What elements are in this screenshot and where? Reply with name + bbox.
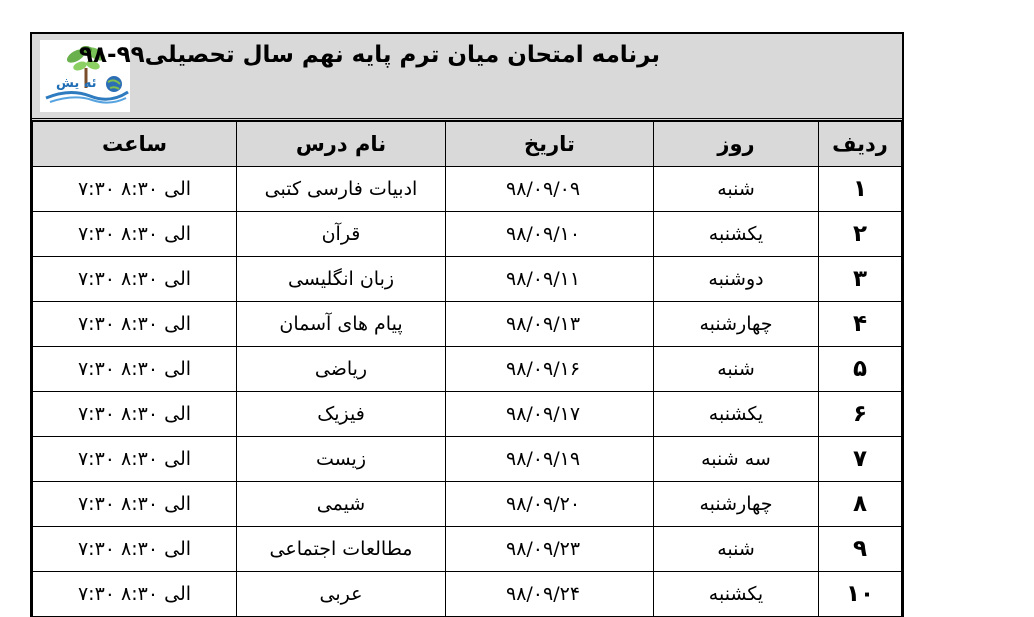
row-time: ۷:۳۰ الی ۸:۳۰ <box>33 437 237 482</box>
row-day: سه شنبه <box>654 437 819 482</box>
row-subject: ریاضی <box>237 347 446 392</box>
row-time: ۷:۳۰ الی ۸:۳۰ <box>33 212 237 257</box>
row-index: ۵ <box>819 347 902 392</box>
row-date: ۹۸/۰۹/۲۰ <box>446 482 654 527</box>
row-subject: قرآن <box>237 212 446 257</box>
row-date: ۹۸/۰۹/۲۳ <box>446 527 654 572</box>
row-subject: عربی <box>237 572 446 617</box>
column-header-time: ساعت <box>33 122 237 167</box>
page-title: برنامه امتحان میان ترم پایه نهم سال تحصیلی۹۹-۹۸ <box>78 42 661 68</box>
row-day: شنبه <box>654 347 819 392</box>
row-time: ۷:۳۰ الی ۸:۳۰ <box>33 257 237 302</box>
table-row <box>33 167 902 212</box>
table-header-row <box>33 122 902 167</box>
table-row <box>33 212 902 257</box>
row-day: شنبه <box>654 527 819 572</box>
row-subject: فیزیک <box>237 392 446 437</box>
table-row <box>33 347 902 392</box>
row-time: ۷:۳۰ الی ۸:۳۰ <box>33 482 237 527</box>
row-time: ۷:۳۰ الی ۸:۳۰ <box>33 392 237 437</box>
row-date: ۹۸/۰۹/۱۹ <box>446 437 654 482</box>
row-subject: شیمی <box>237 482 446 527</box>
row-subject: زیست <box>237 437 446 482</box>
column-header-index: ردیف <box>819 122 902 167</box>
row-date: ۹۸/۰۹/۲۴ <box>446 572 654 617</box>
table-row <box>33 482 902 527</box>
row-subject: مطالعات اجتماعی <box>237 527 446 572</box>
row-day: یکشنبه <box>654 392 819 437</box>
row-date: ۹۸/۰۹/۱۳ <box>446 302 654 347</box>
table-row <box>33 302 902 347</box>
row-index: ۲ <box>819 212 902 257</box>
row-index: ۱۰ <box>819 572 902 617</box>
row-index: ۶ <box>819 392 902 437</box>
row-time: ۷:۳۰ الی ۸:۳۰ <box>33 527 237 572</box>
row-day: شنبه <box>654 167 819 212</box>
table-row <box>33 257 902 302</box>
row-day: یکشنبه <box>654 572 819 617</box>
row-index: ۳ <box>819 257 902 302</box>
row-index: ۱ <box>819 167 902 212</box>
row-time: ۷:۳۰ الی ۸:۳۰ <box>33 167 237 212</box>
row-date: ۹۸/۰۹/۰۹ <box>446 167 654 212</box>
row-time: ۷:۳۰ الی ۸:۳۰ <box>33 302 237 347</box>
row-index: ۴ <box>819 302 902 347</box>
row-date: ۹۸/۰۹/۱۰ <box>446 212 654 257</box>
row-date: ۹۸/۰۹/۱۷ <box>446 392 654 437</box>
exam-schedule-document <box>30 32 904 617</box>
row-day: یکشنبه <box>654 212 819 257</box>
row-index: ۷ <box>819 437 902 482</box>
row-date: ۹۸/۰۹/۱۶ <box>446 347 654 392</box>
title-bar <box>32 34 902 121</box>
row-time: ۷:۳۰ الی ۸:۳۰ <box>33 347 237 392</box>
column-header-day: روز <box>654 122 819 167</box>
column-header-subject: نام درس <box>237 122 446 167</box>
row-day: چهارشنبه <box>654 482 819 527</box>
row-index: ۸ <box>819 482 902 527</box>
row-time: ۷:۳۰ الی ۸:۳۰ <box>33 572 237 617</box>
row-date: ۹۸/۰۹/۱۱ <box>446 257 654 302</box>
row-index: ۹ <box>819 527 902 572</box>
table-row <box>33 392 902 437</box>
row-day: چهارشنبه <box>654 302 819 347</box>
table-row <box>33 572 902 617</box>
row-subject: ادبیات فارسی کتبی <box>237 167 446 212</box>
table-row <box>33 437 902 482</box>
row-subject: زبان انگلیسی <box>237 257 446 302</box>
logo-text: ئه یش <box>56 76 97 91</box>
column-header-date: تاریخ <box>446 122 654 167</box>
table-row <box>33 527 902 572</box>
row-subject: پیام های آسمان <box>237 302 446 347</box>
exam-schedule-table <box>32 121 902 617</box>
row-day: دوشنبه <box>654 257 819 302</box>
